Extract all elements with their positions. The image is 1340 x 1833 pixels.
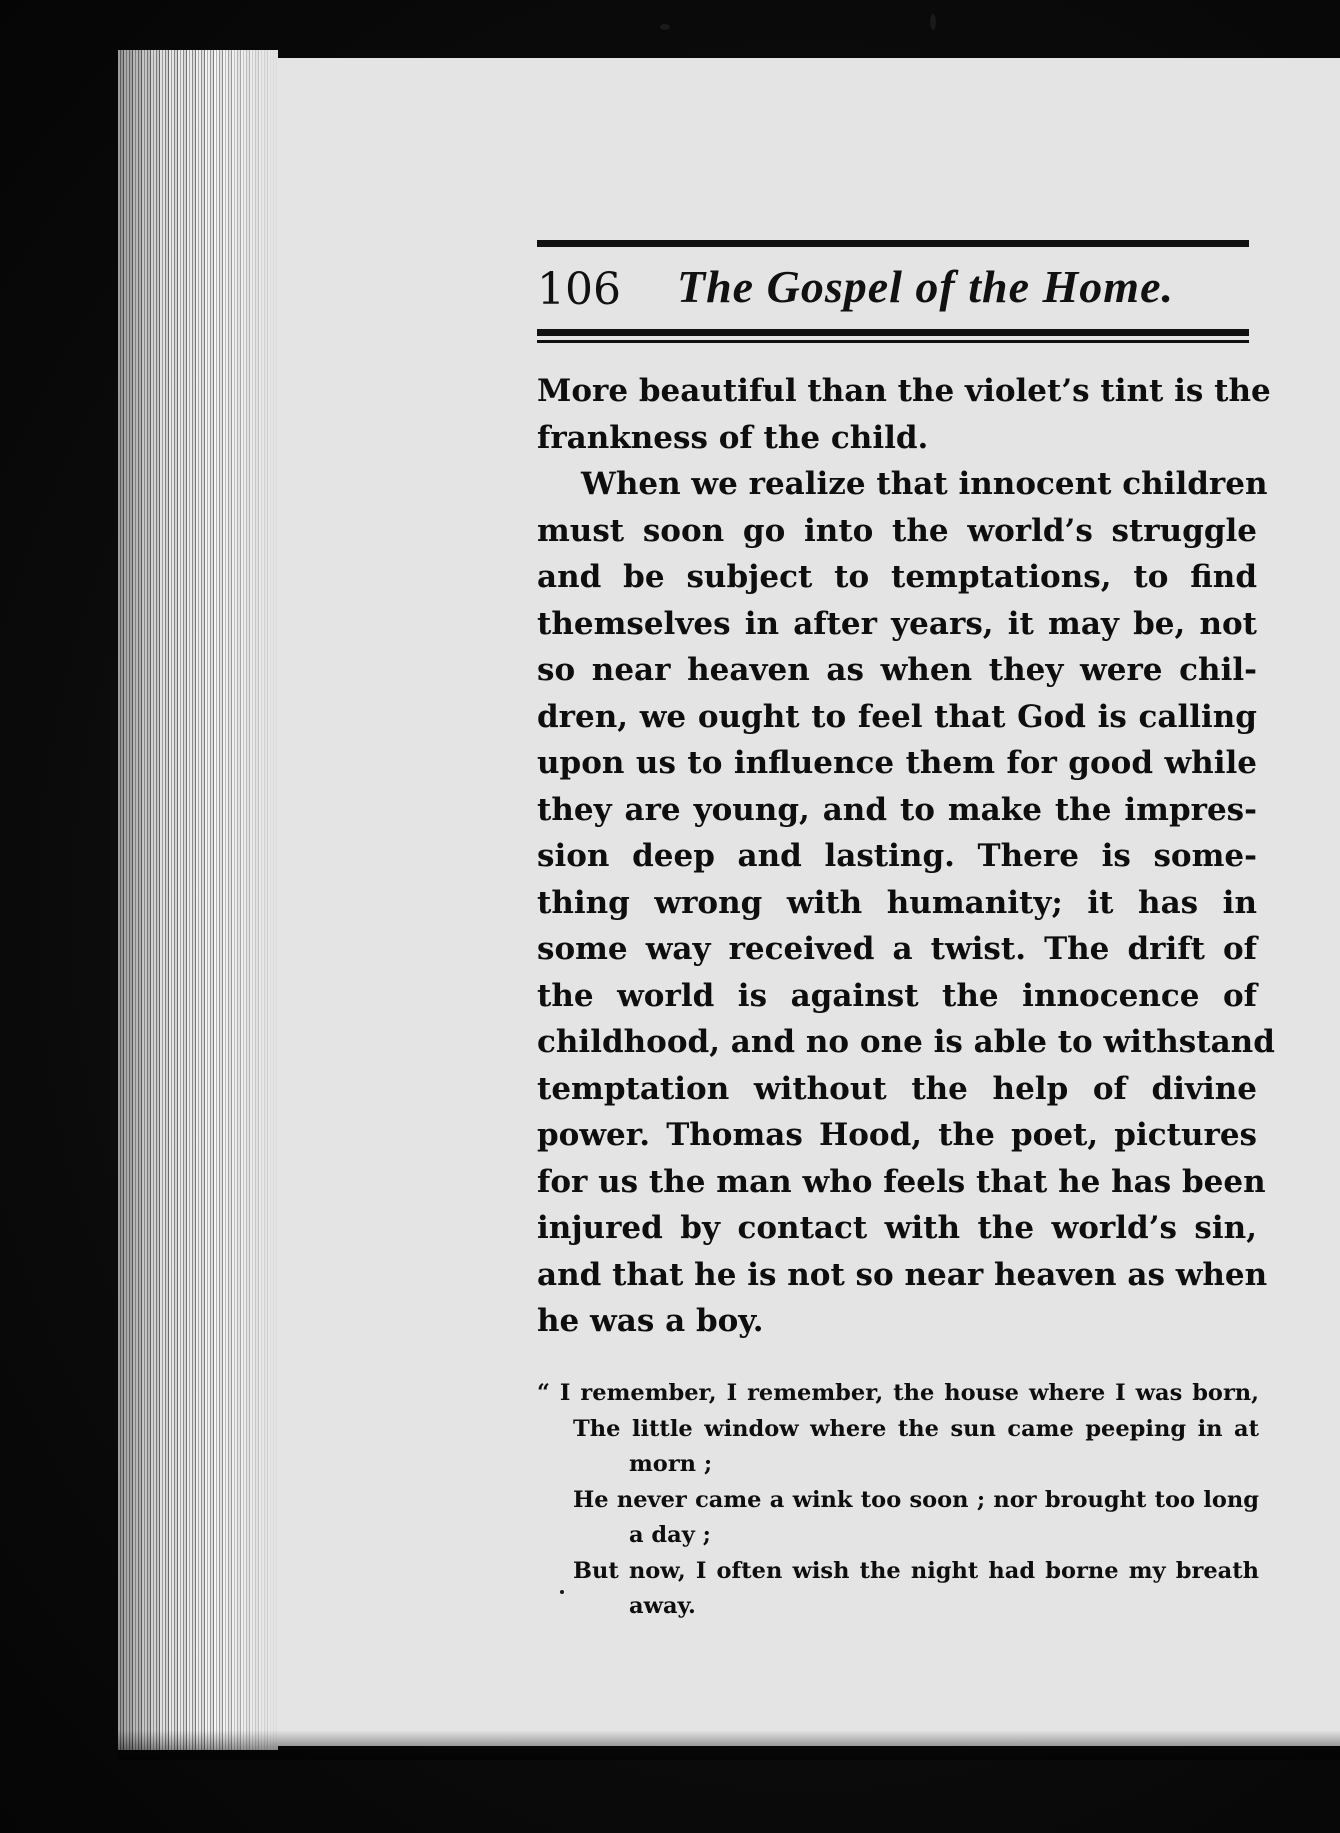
body-line: dren, we ought to feel that God is calling xyxy=(537,698,1257,735)
body-line: injured by contact with the world’s sin, xyxy=(537,1210,1257,1246)
body-line: he was a boy. xyxy=(537,1303,764,1339)
poem-line: The little window where the sun came peeping in at xyxy=(573,1415,1259,1442)
poem-line: “ I remember, I remember, the house where I was born, xyxy=(537,1380,1259,1406)
body-line: More beautiful than the violet’s tint is the xyxy=(537,373,1271,409)
page-bottom-shadow xyxy=(118,1730,1340,1760)
body-line: for us the man who feels that he has been xyxy=(537,1163,1266,1200)
poem-quote xyxy=(537,1376,1259,1625)
running-title: The Gospel of the Home. xyxy=(677,261,1174,312)
scan-speck xyxy=(930,14,936,30)
scan-speck xyxy=(560,1590,564,1594)
body-paragraphs xyxy=(537,368,1275,1345)
body-line: themselves in after years, it may be, not xyxy=(537,605,1257,642)
body-line: and be subject to temptations, to find xyxy=(537,559,1257,595)
header-rule-bottom-thin xyxy=(537,340,1249,343)
body-line: frankness of the child. xyxy=(537,419,929,456)
poem-line: But now, I often wish the night had borne my breath xyxy=(573,1557,1259,1584)
poem-line: a day ; xyxy=(629,1522,711,1548)
poem-line: away. xyxy=(629,1593,696,1619)
header-rule-bottom-thick xyxy=(537,329,1249,336)
body-line: temptation without the help of divine xyxy=(537,1070,1257,1107)
body-line: power. Thomas Hood, the poet, pictures xyxy=(537,1117,1257,1153)
body-line: must soon go into the world’s struggle xyxy=(537,512,1257,549)
body-line: some way received a twist. The drift of xyxy=(537,931,1257,967)
scan-speck xyxy=(660,24,670,30)
body-line: thing wrong with humanity; it has in xyxy=(537,884,1257,921)
header-rule-top xyxy=(537,240,1249,247)
body-line: and that he is not so near heaven as when xyxy=(537,1256,1268,1293)
body-line: upon us to influence them for good while xyxy=(537,745,1257,781)
body-line: sion deep and lasting. There is some- xyxy=(537,838,1257,874)
body-line: the world is against the innocence of xyxy=(537,977,1257,1014)
body-line: so near heaven as when they were chil- xyxy=(537,652,1257,688)
body-line: they are young, and to make the impres- xyxy=(537,791,1257,828)
body-line: When we realize that innocent children xyxy=(581,466,1268,502)
page-edges xyxy=(118,50,278,1750)
poem-line: He never came a wink too soon ; nor brought too long xyxy=(573,1486,1259,1513)
page-number: 106 xyxy=(537,264,621,315)
poem-line: morn ; xyxy=(629,1451,713,1477)
body-line: childhood, and no one is able to withstand xyxy=(537,1024,1275,1060)
running-head xyxy=(537,258,1249,318)
